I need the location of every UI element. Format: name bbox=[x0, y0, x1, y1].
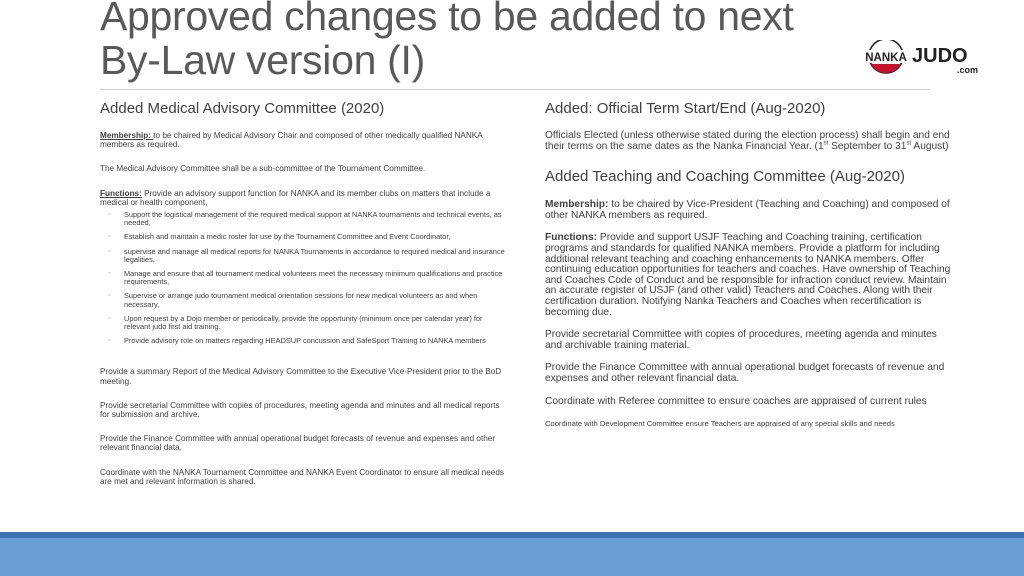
medical-coordinate: Coordinate with the NANKA Tournament Committee and NANKA Event Coordinator to ensure all medical needs are met and relevant information is shared. bbox=[100, 467, 504, 486]
logo-right-text: JUDO bbox=[912, 45, 968, 67]
coaching-development: Coordinate with Development Committee ensure Teachers are appraised of any special skills and needs bbox=[545, 419, 895, 429]
medical-subcommittee: The Medical Advisory Committee shall be a sub-committee of the Tournament Committee. bbox=[100, 164, 426, 174]
bullet-icon: ◦ bbox=[108, 233, 111, 241]
bullet-icon: ◦ bbox=[108, 270, 111, 278]
bullet-icon: ◦ bbox=[108, 247, 111, 255]
medical-summary-report: Provide a summary Report of the Medical Advisory Committee to the Executive Vice-President prior to the BoD meeting. bbox=[100, 367, 502, 386]
coaching-referee: Coordinate with Referee committee to ensure coaches are appraised of current rules bbox=[545, 395, 927, 407]
bullet-icon: ◦ bbox=[108, 292, 111, 300]
membership-label: Membership: bbox=[545, 199, 609, 211]
coaching-functions: Functions: Provide and support USJF Teaching and Coaching training, certification programs and standards for qualified NANKA members. Provide a platform for including additional relevant teaching and coaching enhancements to NANKA members. Offer continuing education opportunities for teachers and coaches. Have ownership of Teaching and Coaches Code of Conduct and be responsible for infraction conduct review. Maintain an accurate register of USJF (and other valid) Teachers and Coaches. Along with their certification duration. Notifying Nanka Teachers and Coaches when recertification is becoming due. bbox=[545, 232, 951, 318]
medical-advisory-column bbox=[100, 100, 510, 486]
logo-swoosh-icon bbox=[871, 64, 901, 73]
medical-finance: Provide the Finance Committee with annual operational budget forecasts of revenue and expenses and other relevant financial data. bbox=[100, 434, 496, 453]
coaching-secretarial: Provide secretarial Committee with copies of procedures, meeting agenda and minutes and archivable training material. bbox=[545, 329, 937, 351]
teaching-coaching-heading: Added Teaching and Coaching Committee (Aug-2020) bbox=[545, 168, 905, 186]
coaching-membership: Membership: to be chaired by Vice-President (Teaching and Coaching) and composed of other NANKA members as required. bbox=[545, 199, 950, 221]
list-item: ◦ Supervise or arrange judo tournament medical orientation sessions for new medical volunteers as and when necessary, bbox=[108, 291, 478, 309]
term-and-coaching-column bbox=[545, 100, 955, 428]
medical-membership: Membership: to be chaired by Medical Advisory Chair and composed of other medically qualified NANKA members as required. bbox=[100, 131, 483, 150]
bullet-icon: ◦ bbox=[108, 211, 111, 219]
list-item: ◦ Manage and ensure that all tournament medical volunteers meet the necessary minimum qualifications and practice requirements, bbox=[108, 269, 503, 287]
coaching-finance: Provide the Finance Committee with annual operational budget forecasts of revenue and expenses and other relevant financial data. bbox=[545, 362, 945, 384]
medical-advisory-heading: Added Medical Advisory Committee (2020) bbox=[100, 100, 385, 117]
medical-functions-list bbox=[108, 211, 510, 345]
medical-secretarial: Provide secretarial Committee with copies of procedures, meeting agenda and minutes and all medical reports for submission and archive. bbox=[100, 400, 500, 420]
functions-label: Functions: bbox=[100, 188, 142, 198]
bullet-icon: ◦ bbox=[108, 314, 111, 322]
nanka-judo-logo bbox=[862, 40, 986, 80]
official-term-heading: Added: Official Term Start/End (Aug-2020) bbox=[545, 100, 826, 117]
footer-band bbox=[0, 538, 1024, 576]
list-item: ◦ Support the logistical management of the required medical support at NANKA tournaments and technical events, as needed, bbox=[108, 210, 502, 228]
list-item: ◦ Provide advisory role on matters regarding HEADSUP concussion and SafeSport Training to NANKA members bbox=[108, 336, 486, 346]
functions-label: Functions: bbox=[545, 232, 598, 244]
logo-sub-text: .com bbox=[957, 65, 979, 75]
list-item: ◦ supervise and manage all medical reports for NANKA Tournaments in accordance to required medical and insurance legalities, bbox=[108, 246, 505, 264]
list-item: ◦ Upon request by a Dojo member or periodically, provide the opportunity (minimum once per calendar year) for relevant judo first aid training. bbox=[108, 313, 483, 332]
list-item: ◦ Establish and maintain a medic roster for use by the Tournament Committee and Event Coordinator, bbox=[108, 232, 451, 242]
logo-left-text: NANKA bbox=[865, 52, 907, 64]
page-title: Approved changes to be added to next By-Law version (I) bbox=[100, 0, 794, 83]
medical-functions: Functions: Provide an advisory support function for NANKA and its member clubs on matters that include a medical or health component, bbox=[100, 188, 491, 207]
bullet-icon: ◦ bbox=[108, 337, 111, 345]
membership-label: Membership: bbox=[100, 131, 154, 140]
official-term-text: Officials Elected (unless otherwise stated during the election process) shall begin and end their terms on the same dates as the Nanka Financial Year. (1st September to 31st August) bbox=[545, 130, 950, 152]
title-divider bbox=[100, 89, 930, 90]
